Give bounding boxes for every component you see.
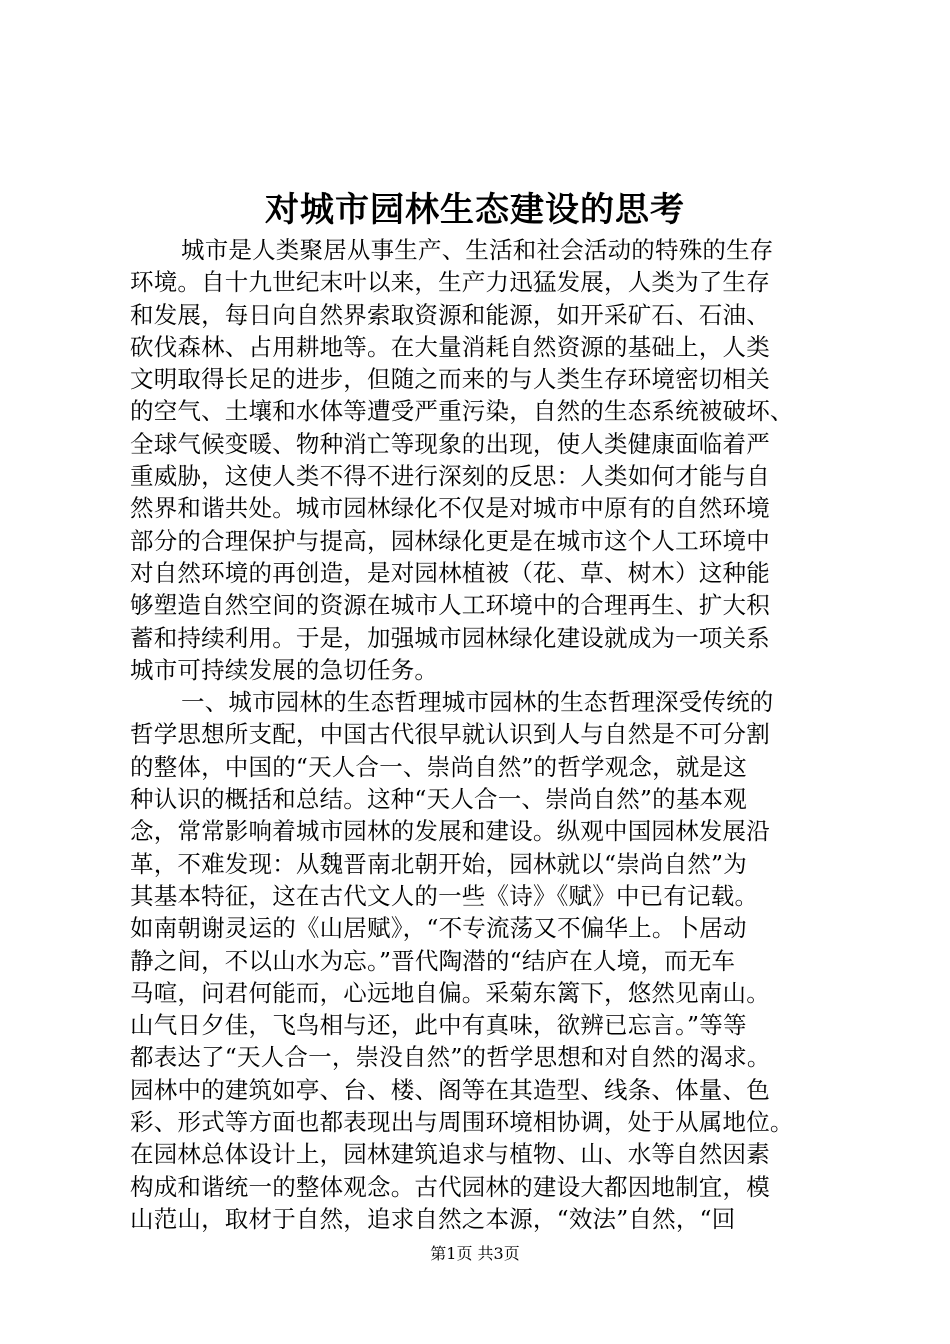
paragraph-line: 城市可持续发展的急切任务。 [130,655,439,684]
paragraph-line: 念，常常影响着城市园林的发展和建设。纵观中国园林发展沿 [130,817,770,846]
paragraph-line: 哲学思想所支配，中国古代很早就认识到人与自然是不可分割 [130,720,770,749]
paragraph-line: 和发展，每日向自然界索取资源和能源，如开采矿石、石油、 [130,300,770,329]
paragraph-line: 全球气候变暖、物种消亡等现象的出现，使人类健康面临着严 [130,429,770,458]
paragraph-line: 园林中的建筑如亭、台、楼、阁等在其造型、线条、体量、色 [130,1075,770,1104]
paragraph-line: 文明取得长足的进步，但随之而来的与人类生存环境密切相关 [130,365,770,394]
paragraph-line: 砍伐森林、占用耕地等。在大量消耗自然资源的基础上，人类 [130,332,770,361]
paragraph-line: 够塑造自然空间的资源在城市人工环境中的合理再生、扩大积 [130,591,770,620]
paragraph-line: 革，不难发现：从魏晋南北朝开始，园林就以“崇尚自然”为 [130,849,747,878]
paragraph-line: 的空气、土壤和水体等遭受严重污染，自然的生态系统被破坏、 [130,397,794,426]
paragraph-line: 如南朝谢灵运的《山居赋》，“不专流荡又不偏华上。卜居动 [130,914,747,943]
paragraph-line: 彩、形式等方面也都表现出与周围环境相协调，处于从属地位。 [130,1108,794,1137]
paragraph-line: 城市是人类聚居从事生产、生活和社会活动的特殊的生存 [181,236,774,264]
paragraph-line: 马喧，问君何能而，心远地自偏。采菊东篱下，悠然见南山。 [130,978,770,1007]
document-body [130,234,826,1235]
paragraph-line: 静之间，不以山水为忘。”晋代陶潜的“结庐在人境，而无车 [130,946,736,975]
paragraph-line: 对自然环境的再创造，是对园林植被（花、草、树木）这种能 [130,558,770,587]
paragraph-line: 构成和谐统一的整体观念。古代园林的建设大都因地制宜，模 [130,1172,770,1201]
paragraph-line: 都表达了“天人合一，崇没自然”的哲学思想和对自然的渴求。 [130,1043,771,1072]
paragraph-line: 部分的合理保护与提高，园林绿化更是在城市这个人工环境中 [130,526,770,555]
paragraph-line: 重威胁，这使人类不得不进行深刻的反思：人类如何才能与自 [130,462,770,491]
paragraph-line: 山气日夕佳，飞鸟相与还，此中有真味，欲辨已忘言。”等等 [130,1011,747,1040]
document-title: 对城市园林生态建设的思考 [265,190,685,230]
paragraph-line: 的整体，中国的“天人合一、崇尚自然”的哲学观念，就是这 [130,752,747,781]
paragraph-line: 在园林总体设计上，园林建筑追求与植物、山、水等自然因素 [130,1140,770,1169]
paragraph-line: 然界和谐共处。城市园林绿化不仅是对城市中原有的自然环境 [130,494,770,523]
paragraph-line: 蓄和持续利用。于是，加强城市园林绿化建设就成为一项关系 [130,623,770,652]
paragraph-line: 种认识的概括和总结。这种“天人合一、崇尚自然”的基本观 [130,785,747,814]
paragraph-line: 环境。自十九世纪末叶以来，生产力迅猛发展，人类为了生存 [130,268,770,297]
paragraph-line: 一、城市园林的生态哲理城市园林的生态哲理深受传统的 [181,688,774,717]
page-number-footer: 第1页 共3页 [430,1244,520,1263]
paragraph-line: 其基本特征，这在古代文人的一些《诗》《赋》中已有记载。 [130,881,759,910]
paragraph-line: 山范山，取材于自然，追求自然之本源，“效法”自然，“回 [130,1204,736,1233]
